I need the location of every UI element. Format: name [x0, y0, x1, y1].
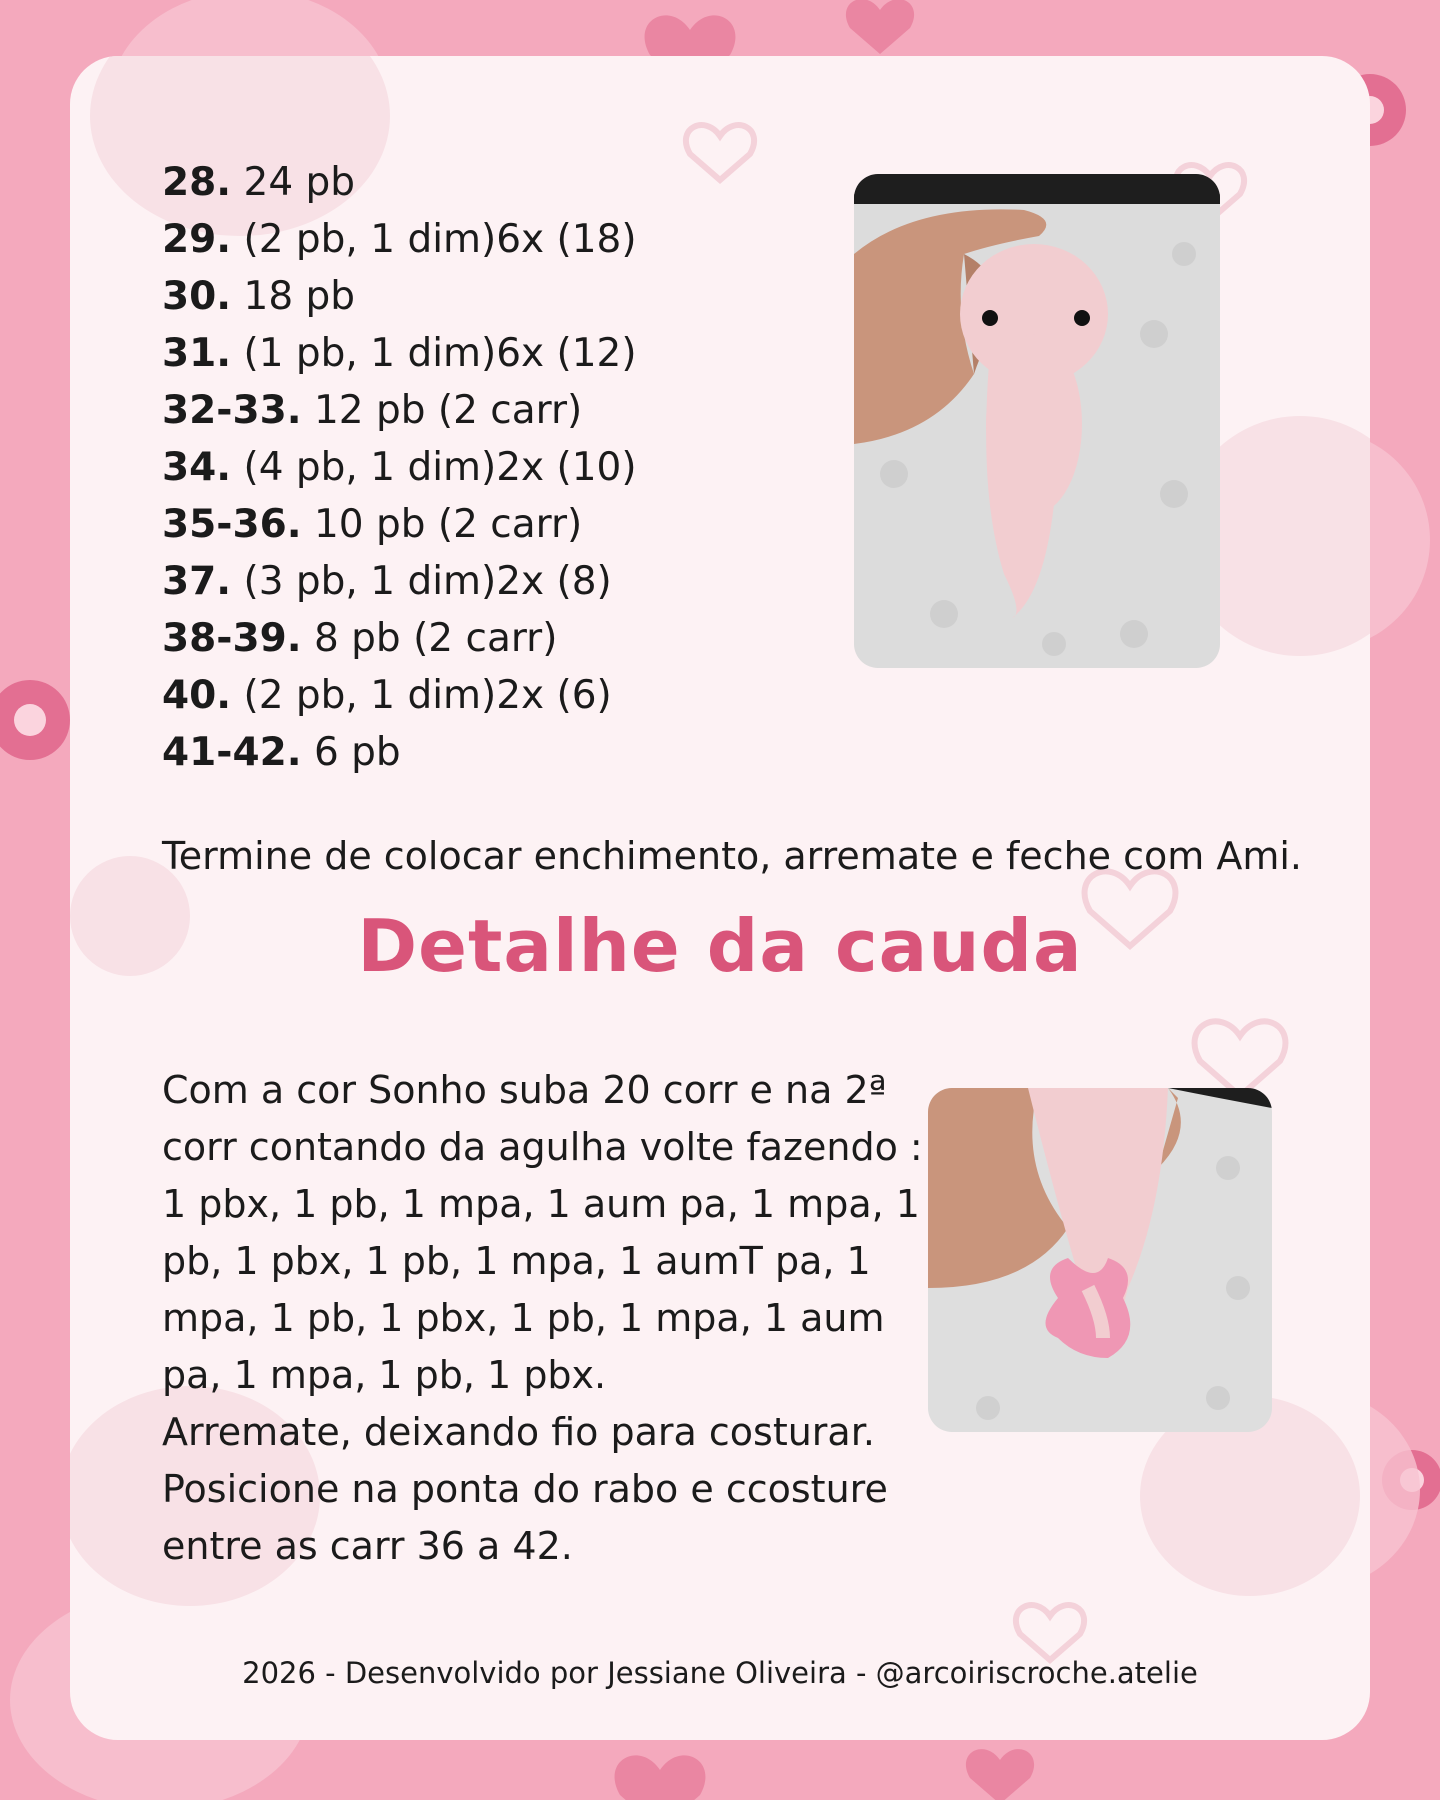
round-text: (3 pb, 1 dim)2x (8) [243, 559, 612, 604]
round-row [162, 724, 1362, 781]
round-number: 28. [162, 160, 232, 205]
tail-paragraph: 1 pbx, 1 pb, 1 mpa, 1 aum pa, 1 mpa, 1 pb, 1 pbx, 1 pb, 1 mpa, 1 aumT pa, 1 mpa, 1 pb, 1 pbx, 1 pb, 1 mpa, 1 aum pa, 1 mpa, 1 pb, 1 pbx. [162, 1182, 920, 1397]
round-number: 31. [162, 331, 232, 376]
heart-outline-icon [1195, 1021, 1286, 1096]
heart-icon [846, 0, 914, 54]
tail-paragraph: Posicione na ponta do rabo e ccosture entre as carr 36 a 42. [162, 1467, 888, 1568]
heart-outline-icon [1016, 1605, 1084, 1660]
round-text: (1 pb, 1 dim)6x (12) [243, 331, 637, 376]
round-number: 40. [162, 673, 232, 718]
round-text: 24 pb [243, 160, 356, 205]
heart-icon [615, 1755, 706, 1800]
round-number: 34. [162, 445, 232, 490]
round-text: (2 pb, 1 dim)2x (6) [243, 673, 612, 718]
round-number: 29. [162, 217, 232, 262]
round-number: 30. [162, 274, 232, 319]
tail-instructions [162, 1062, 952, 1575]
round-text: (2 pb, 1 dim)6x (18) [243, 217, 637, 262]
round-text: 12 pb (2 carr) [313, 388, 583, 433]
round-text: 6 pb [313, 730, 401, 775]
round-number: 37. [162, 559, 232, 604]
round-row [162, 667, 1362, 724]
heart-icon [966, 1749, 1034, 1800]
amigurumi-body-photo [854, 174, 1220, 668]
round-number: 32-33. [162, 388, 302, 433]
round-number: 38-39. [162, 616, 302, 661]
section-title: Detalhe da cauda [357, 904, 1083, 988]
round-text: (4 pb, 1 dim)2x (10) [243, 445, 637, 490]
round-text: 18 pb [243, 274, 356, 319]
round-number: 41-42. [162, 730, 302, 775]
round-text: 10 pb (2 carr) [313, 502, 583, 547]
footer-credit: 2026 - Desenvolvido por Jessiane Oliveira - @arcoiriscroche.atelie [242, 1656, 1198, 1690]
amigurumi-tail-fin-photo [928, 1088, 1272, 1432]
tail-paragraph: Com a cor Sonho suba 20 corr e na 2ª corr contando da agulha volte fazendo : [162, 1068, 923, 1169]
round-number: 35-36. [162, 502, 302, 547]
recipe-card [70, 56, 1370, 1740]
tail-paragraph: Arremate, deixando fio para costurar. [162, 1410, 875, 1454]
round-text: 8 pb (2 carr) [313, 616, 558, 661]
finish-instruction: Termine de colocar enchimento, arremate e feche com Ami. [162, 834, 1302, 878]
